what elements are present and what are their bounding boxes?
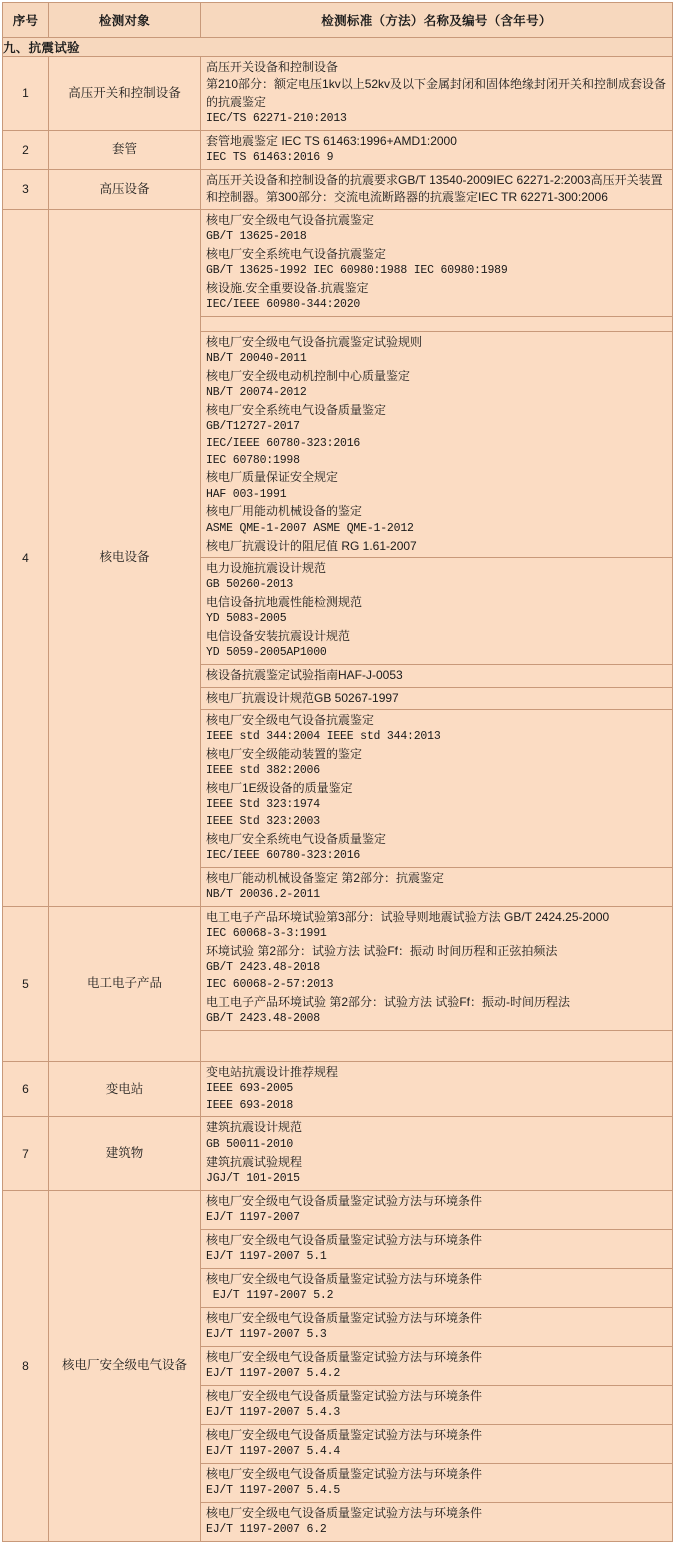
standard-line: 核电厂1E级设备的质量鉴定 (206, 781, 353, 796)
standard-line: GB/T 2423.48-2018 (206, 961, 320, 975)
standard-line: 环境试验 第2部分：试验方法 试验Ff：振动 时间历程和正弦拍频法 (206, 943, 558, 958)
standard-line: HAF 003-1991 (206, 487, 287, 501)
standard-group (201, 1191, 672, 1230)
standard-group (201, 1386, 672, 1425)
standard-line: 核电厂安全级电动机控制中心质量鉴定 (206, 368, 411, 383)
standard-line: 核电厂安全级电气设备质量鉴定试验方法与环境条件 (206, 1193, 483, 1208)
row-index-cell: 3 (3, 169, 49, 209)
row-index-cell: 7 (3, 1117, 49, 1190)
standard-line: 核电厂安全级电气设备质量鉴定试验方法与环境条件 (206, 1467, 483, 1482)
standard-group (201, 1464, 672, 1503)
standard-line: GB 50011-2010 (206, 1137, 294, 1151)
standard-group (201, 57, 672, 130)
standard-group (201, 1347, 672, 1386)
standard-group (201, 665, 672, 687)
standard-line: 核电厂安全系统电气设备抗震鉴定 (206, 246, 387, 261)
standard-line: 高压开关设备和控制设备的抗震要求GB/T 13540-2009IEC 62271-2:2003高压开关装置和控制器。第300部分：交流电流断路器的抗震鉴定IEC TR 62271-300:2006 (206, 172, 663, 205)
standard-line: EJ/T 1197-2007 5.4.5 (206, 1484, 341, 1498)
standard-line: 电工电子产品环境试验 第2部分：试验方法 试验Ff：振动-时间历程法 (206, 994, 571, 1009)
standards-table (2, 2, 673, 1542)
table-header-row (3, 3, 673, 38)
standard-line: GB/T 13625-2018 (206, 230, 307, 244)
column-header-index: 序号 (3, 3, 49, 38)
standard-group (201, 1503, 672, 1541)
table-header (3, 3, 673, 38)
standard-line: IEEE Std 323:2003 (206, 815, 320, 829)
standards-cell (201, 1117, 673, 1190)
standard-line: 核电厂安全级电气设备质量鉴定试验方法与环境条件 (206, 1388, 483, 1403)
standard-line: 电工电子产品环境试验第3部分：试验导则地震试验方法 GB/T 2424.25-2000 (206, 909, 610, 924)
standard-group (201, 332, 672, 558)
standard-line: 电信设备安装抗震设计规范 (206, 629, 351, 644)
standard-line: GB/T 13625-1992 IEC 60980:1988 IEC 60980:1989 (206, 264, 508, 278)
standard-line: IEC 60780:1998 (206, 453, 300, 467)
standards-cell (201, 209, 673, 906)
standard-line: NB/T 20074-2012 (206, 386, 307, 400)
table-row (3, 209, 673, 906)
test-object-cell: 核电厂安全级电气设备 (49, 1190, 201, 1542)
standards-cell (201, 130, 673, 169)
standards-cell (201, 1190, 673, 1542)
column-header-standard: 检测标准（方法）名称及编号（含年号） (201, 3, 673, 38)
standard-line: 建筑抗震设计规范 (206, 1120, 303, 1135)
standard-group (201, 1269, 672, 1308)
standard-line: 核电厂安全级电气设备抗震鉴定 (206, 212, 375, 227)
standard-line: IEC 60068-3-3:1991 (206, 927, 327, 941)
standard-line: IEEE 693-2018 (206, 1098, 294, 1112)
standard-line: 核电厂用能动机械设备的鉴定 (206, 504, 363, 519)
standard-line: 核电厂安全级电气设备质量鉴定试验方法与环境条件 (206, 1310, 483, 1325)
standard-group (201, 1117, 672, 1189)
row-index-cell: 6 (3, 1061, 49, 1117)
standard-line: IEEE Std 323:1974 (206, 798, 320, 812)
standard-line: ASME QME-1-2007 ASME QME-1-2012 (206, 521, 414, 535)
test-object-cell: 变电站 (49, 1061, 201, 1117)
standard-line: 核电厂安全系统电气设备质量鉴定 (206, 403, 387, 417)
standard-group (201, 170, 672, 209)
standard-line: 核电厂安全级能动装置的鉴定 (206, 746, 363, 761)
standard-group (201, 1062, 672, 1117)
test-object-cell: 套管 (49, 130, 201, 169)
standard-line: GB 50260-2013 (206, 578, 294, 592)
standard-line: 第210部分：额定电压1kv以上52kv及以下金属封闭和固体绝缘封闭开关和控制成套设备的抗震鉴定 (206, 77, 667, 109)
standard-line: IEC/TS 62271-210:2013 (206, 112, 347, 126)
standard-line: 核电厂质量保证安全规定 (206, 470, 339, 485)
standard-line: IEC/IEEE 60980-344:2020 (206, 298, 361, 312)
standard-group (201, 210, 672, 317)
standard-line: JGJ/T 101-2015 (206, 1171, 300, 1185)
standard-line: NB/T 20040-2011 (206, 352, 307, 366)
standard-group (201, 1425, 672, 1464)
standard-group (201, 688, 672, 710)
table-row (3, 1061, 673, 1117)
standard-line: EJ/T 1197-2007 5.4.2 (206, 1367, 341, 1381)
test-object-cell: 建筑物 (49, 1117, 201, 1190)
standard-line: 核电厂安全系统电气设备质量鉴定 (206, 831, 387, 846)
standard-line: IEC/IEEE 60780-323:2016 (206, 437, 361, 451)
standard-line: GB/T 2423.48-2008 (206, 1012, 320, 1026)
column-header-object: 检测对象 (49, 3, 201, 38)
standard-line: 建筑抗震试验规程 (206, 1154, 303, 1169)
standard-line: 核电厂安全级电气设备质量鉴定试验方法与环境条件 (206, 1232, 483, 1247)
standard-line: 核电厂安全级电气设备抗震鉴定试验规则 (206, 334, 423, 349)
standard-line: IEC 60068-2-57:2013 (206, 978, 334, 991)
standard-line: EJ/T 1197-2007 5.2 (206, 1289, 334, 1303)
standard-line: 核电厂抗震设计规范GB 50267-1997 (206, 690, 399, 705)
standard-line: IEC/IEEE 60780-323:2016 (206, 849, 361, 863)
standard-line: 核电厂能动机械设备鉴定 第2部分：抗震鉴定 (206, 870, 445, 885)
standard-group (201, 710, 672, 868)
standard-line: EJ/T 1197-2007 6.2 (206, 1523, 327, 1537)
standard-line: YD 5083-2005 (206, 612, 287, 626)
table-row (3, 906, 673, 1061)
standard-line: 电力设施抗震设计规范 (206, 560, 327, 575)
standard-line: 核电厂安全级电气设备质量鉴定试验方法与环境条件 (206, 1506, 483, 1521)
row-index-cell: 5 (3, 906, 49, 1061)
document-page (0, 2, 674, 1542)
standard-line: IEEE std 382:2006 (206, 764, 320, 778)
standard-group (201, 907, 672, 1031)
standard-group (201, 558, 672, 665)
section-title-row (3, 38, 673, 57)
row-index-cell: 1 (3, 57, 49, 131)
standard-line: EJ/T 1197-2007 5.4.3 (206, 1406, 341, 1420)
table-body (3, 38, 673, 1542)
standard-line: IEEE 693-2005 (206, 1082, 294, 1096)
standards-cell (201, 57, 673, 131)
standard-line: 核设备抗震鉴定试验指南HAF-J-0053 (206, 668, 403, 683)
standard-group (201, 131, 672, 169)
standards-cell (201, 906, 673, 1061)
standard-line: 核设施.安全重要设备.抗震鉴定 (206, 280, 369, 295)
test-object-cell: 电工电子产品 (49, 906, 201, 1061)
standard-line: IEC TS 61463:2016 9 (206, 151, 334, 165)
test-object-cell: 高压开关和控制设备 (49, 57, 201, 131)
standard-group (201, 317, 672, 332)
standards-cell (201, 169, 673, 209)
standard-line: 套管地震鉴定 IEC TS 61463:1996+AMD1:2000 (206, 133, 457, 148)
standard-line: 核电厂安全级电气设备抗震鉴定 (206, 712, 375, 727)
standard-line: 高压开关设备和控制设备 (206, 60, 339, 74)
row-index-cell: 2 (3, 130, 49, 169)
standard-line: 核电厂安全级电气设备质量鉴定试验方法与环境条件 (206, 1427, 483, 1442)
standard-line: EJ/T 1197-2007 5.4.4 (206, 1445, 341, 1459)
test-object-cell: 核电设备 (49, 209, 201, 906)
standard-line: 电信设备抗地震性能检测规范 (206, 594, 363, 609)
standard-line: 核电厂安全级电气设备质量鉴定试验方法与环境条件 (206, 1349, 483, 1364)
standards-cell (201, 1061, 673, 1117)
standard-group (201, 1308, 672, 1347)
standard-line: EJ/T 1197-2007 (206, 1210, 300, 1224)
standard-line: IEEE std 344:2004 IEEE std 344:2013 (206, 730, 441, 744)
standard-line: YD 5059-2005AP1000 (206, 646, 327, 660)
standard-line: EJ/T 1197-2007 5.3 (206, 1328, 327, 1342)
standard-line: NB/T 20036.2-2011 (206, 888, 320, 902)
table-row (3, 1117, 673, 1190)
standard-line: 核电厂安全级电气设备质量鉴定试验方法与环境条件 (206, 1271, 483, 1286)
table-row (3, 130, 673, 169)
row-index-cell: 4 (3, 209, 49, 906)
standard-group (201, 1230, 672, 1269)
standard-line: 变电站抗震设计推荐规程 (206, 1064, 339, 1079)
standard-group (201, 868, 672, 906)
table-row (3, 57, 673, 131)
standard-line: GB/T12727-2017 (206, 420, 300, 434)
test-object-cell: 高压设备 (49, 169, 201, 209)
row-index-cell: 8 (3, 1190, 49, 1542)
standard-group (201, 1031, 672, 1061)
section-title: 九、抗震试验 (3, 38, 673, 57)
table-row (3, 169, 673, 209)
standard-line: EJ/T 1197-2007 5.1 (206, 1250, 327, 1264)
table-row (3, 1190, 673, 1542)
standard-line: 核电厂抗震设计的阻尼值 RG 1.61-2007 (206, 538, 417, 553)
